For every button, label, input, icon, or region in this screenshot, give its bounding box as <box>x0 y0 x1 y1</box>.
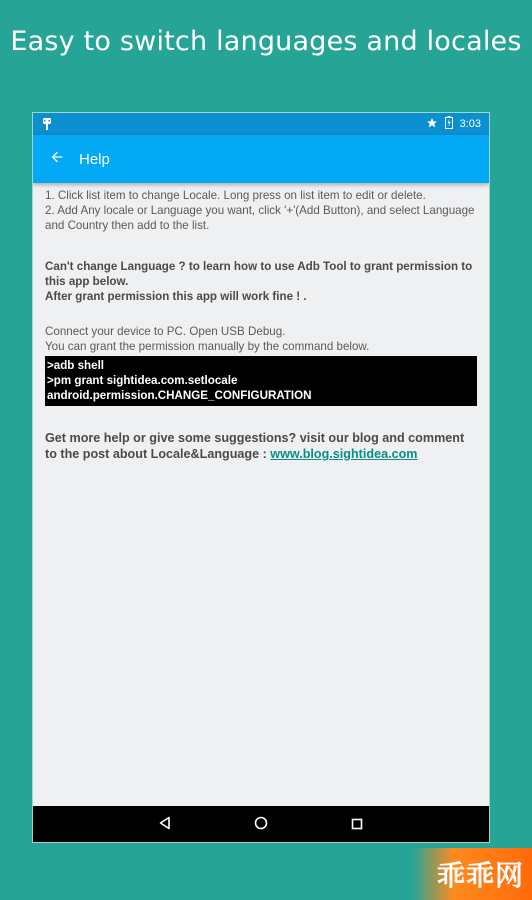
connect-instruction: Connect your device to PC. Open USB Debug. <box>45 325 286 338</box>
command-line: android.permission.CHANGE_CONFIGURATION <box>47 389 312 402</box>
page-title: Help <box>79 150 110 168</box>
command-block <box>45 356 477 406</box>
arrow-back-icon <box>49 149 65 169</box>
help-paragraph <box>45 430 477 462</box>
recents-square-icon <box>351 815 363 834</box>
instruction-line-2: 2. Add Any locale or Language you want, click '+'(Add Button), and select Language and Country then add to the list. <box>45 204 475 232</box>
back-triangle-icon <box>158 815 172 834</box>
watermark <box>412 848 532 900</box>
home-circle-icon <box>254 815 268 834</box>
status-bar <box>33 113 489 135</box>
status-time: 3:03 <box>459 118 481 130</box>
command-line: >adb shell <box>47 359 105 372</box>
banner-headline: Easy to switch languages and locales <box>10 26 522 57</box>
star-icon <box>426 117 438 132</box>
help-content <box>45 188 477 462</box>
battery-icon <box>445 116 453 132</box>
manual-instruction: You can grant the permission manually by the command below. <box>45 340 370 353</box>
permission-after: After grant permission this app will work fine ! . <box>45 290 307 303</box>
device-screen <box>33 113 489 842</box>
android-debug-icon <box>42 117 52 131</box>
help-text: Get more help or give some suggestions? visit our blog and comment to the post about Locale&Language : <box>45 431 465 461</box>
navigation-bar <box>33 806 489 842</box>
nav-home-button[interactable] <box>251 814 271 834</box>
nav-recents-button[interactable] <box>347 814 367 834</box>
back-button[interactable] <box>35 135 79 183</box>
app-bar <box>33 135 489 183</box>
watermark-text: 乖乖网 <box>436 859 524 892</box>
instruction-line-1: 1. Click list item to change Locale. Long press on list item to edit or delete. <box>45 189 426 202</box>
blog-link[interactable]: www.blog.sightidea.com <box>270 447 418 461</box>
permission-title: Can't change Language ? to learn how to use Adb Tool to grant permission to this app below. <box>45 260 473 288</box>
nav-back-button[interactable] <box>155 814 175 834</box>
command-line: >pm grant sightidea.com.setlocale <box>47 374 238 387</box>
